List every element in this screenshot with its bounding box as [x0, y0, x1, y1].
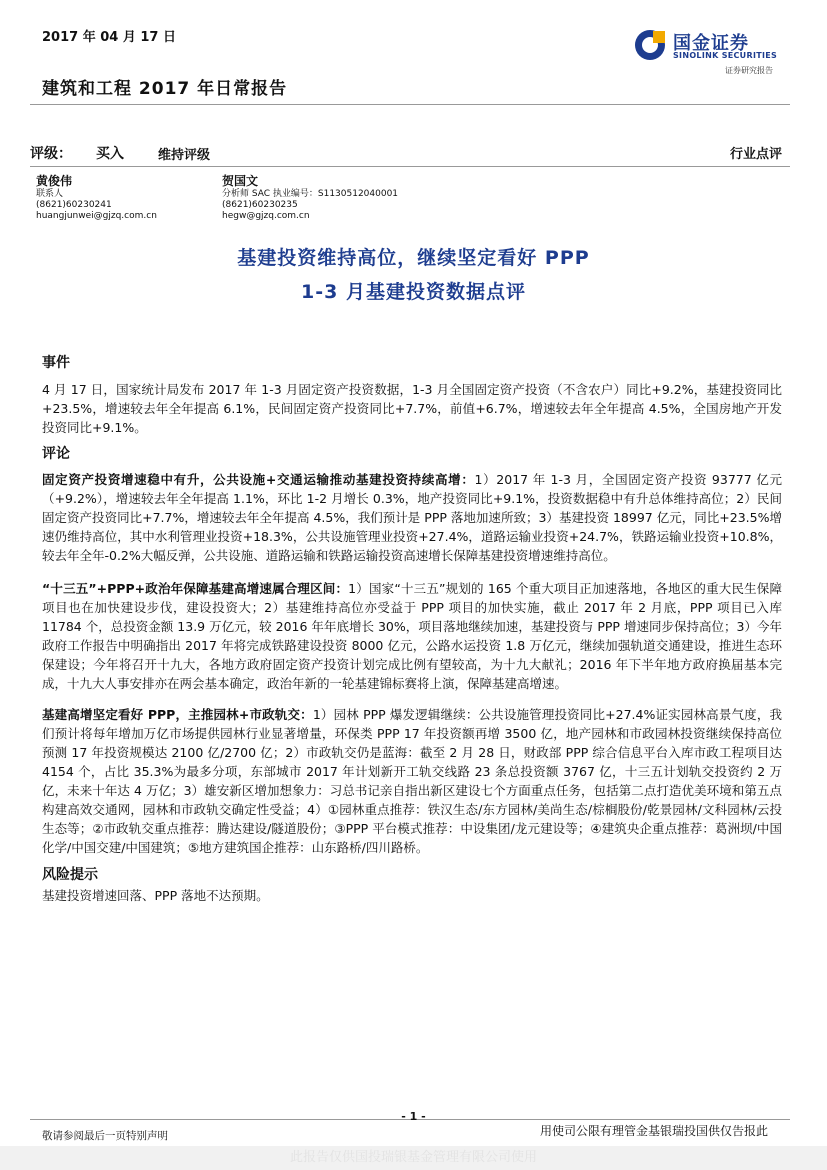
company-logo: [633, 26, 793, 78]
comment-heading: 评论: [42, 446, 70, 462]
analyst-role: 分析师 SAC 执业编号：S1130512040001: [222, 189, 399, 199]
watermark: 此报告仅供国投瑞银基金管理有限公司使用: [0, 1146, 827, 1170]
report-subtitle: 1-3 月基建投资数据点评: [301, 281, 526, 303]
logo-text-en: SINOLINK SECURITIES: [673, 51, 778, 60]
footer-disclaimer: 敬请参阅最后一页特别声明: [42, 1130, 168, 1142]
rating-row: [30, 143, 790, 163]
event-paragraph: 4 月 17 日，国家统计局发布 2017 年 1-3 月固定资产投资数据，1-3 月全国固定资产投资（不含农户）同比+9.2%，基建投资同比+23.5%，增速较去年全年提高 6.1%，民间固定资产投资同比+7.7%，前值+6.7%，增速较去年全年提高 4.5%，全国房地产开发投资同比+9.1%。: [42, 382, 782, 435]
analyst-card: [36, 174, 157, 222]
analyst-role: 联系人: [36, 189, 64, 199]
risk-heading: 风险提示: [42, 867, 98, 883]
analyst-name: 黄俊伟: [36, 174, 73, 188]
report-type-title: 建筑和工程 2017 年日常报告: [42, 79, 288, 99]
footer-note: 用使司公限有理管金基银瑞投国供仅告报此: [540, 1124, 769, 1138]
paragraph-lead: 基建高增坚定看好 PPP，主推园林+市政轨交：: [42, 707, 313, 722]
rating-value: 买入: [96, 146, 124, 162]
sinolink-logo-icon: [633, 28, 667, 62]
comment-paragraph-1: [42, 470, 782, 565]
comment-paragraph-2: [42, 579, 782, 693]
page-number: - 1 -: [401, 1110, 426, 1123]
report-category: 行业点评: [729, 147, 782, 162]
header-divider: [30, 104, 790, 105]
report-date: 2017 年 04 月 17 日: [42, 30, 176, 45]
analyst-email[interactable]: hegw@gjzq.com.cn: [222, 211, 310, 221]
rating-label: 评级：: [30, 146, 72, 162]
analyst-phone: (8621)60230241: [36, 200, 112, 210]
analyst-phone: (8621)60230235: [222, 200, 298, 210]
paragraph-lead: 固定资产投资增速稳中有升，公共设施+交通运输推动基建投资持续高增：: [42, 472, 475, 487]
report-title: 基建投资维持高位，继续坚定看好 PPP: [237, 247, 590, 269]
event-heading: 事件: [42, 355, 70, 371]
paragraph-body: 1）园林 PPP 爆发逻辑继续：公共设施管理投资同比+27.4%证实园林高景气度，我们预计将每年增加万亿市场提供园林行业显著增量，环保类 PPP 17 年投资额再增 3500 亿，地产园林和市政园林投资继续保持高位预测 17 年投资规模达 2100 亿/2700 亿；2）市政轨交仍是蓝海：截至 2 月 28 日，财政部 PPP 综合信息平台入库市政工程项目达 4154 个，占比 35.3%为最多分项，东部城市 2017 年计划新开工轨交线路 23 条总投资额 3767 亿，十三五计划轨交投资约 2 万亿，未来十年达 4 万亿；3）雄安新区增加想象力：习总书记亲自指出新区建设七个方面重点任务，包括第二点打造优美环境和第五点构建高效交通网，园林和市政轨交确定性受益；4）①园林重点推荐：铁汉生态/东方园林/美尚生态/棕榈股份/乾景园林/文科园林/云投生态等；②市政轨交重点推荐：腾达建设/隧道股份；③PPP 平台模式推荐：中设集团/龙元建设等；④建筑央企重点推荐：葛洲坝/中国化学/中国交建/中国建筑；⑤地方建筑国企推荐：山东路桥/四川路桥。: [42, 707, 783, 855]
logo-text-cn: 国金证券: [673, 33, 749, 54]
paragraph-lead: “十三五”+PPP+政治年保障基建高增速属合理区间：: [42, 581, 349, 596]
risk-paragraph: 基建投资增速回落、PPP 落地不达预期。: [42, 888, 269, 903]
analyst-name: 贺国文: [222, 174, 259, 188]
paragraph-body: 1）2017 年 1-3 月，全国固定资产投资 93777 亿元（+9.2%），增速较去年全年提高 1.1%，环比 1-2 月增长 0.3%，地产投资同比+9.1%，投资数据稳中有升总体维持高位；2）民间固定资产投资同比+7.7%，增速较去年全年提高 4.5%，我们预计是 PPP 落地加速所致；3）基建投资 18997 亿元，同比+23.5%增速仍维持高位，其中水利管理业投资+18.3%，公共设施管理业投资+27.4%，道路运输业投资+24.7%，铁路运输业投资+10.8%，较去年全年-0.2%大幅反弹，公共设施、道路运输和铁路运输投资高速增长保障基建投资增速维持高位。: [42, 472, 782, 563]
analyst-email[interactable]: huangjunwei@gjzq.com.cn: [36, 211, 157, 221]
analyst-card: [222, 174, 398, 222]
comment-paragraph-3: [42, 705, 782, 857]
paragraph-body: 1）国家“十三五”规划的 165 个重大项目正加速落地，各地区的重大民生保障项目也在加快建设步伐，建设投资大；2）基建维持高位亦受益于 PPP 项目的加快实施，截止 2017 年 2 月底，PPP 项目已入库 11784 个，总投资金额 13.9 万亿元，较 2016 年年底增长 30%，项目落地继续加速，基建投资与 PPP 增速同步保持高位；3）今年政府工作报告中明确指出 2017 年将完成铁路建设投资 8000 亿元，公路水运投资 1.8 万亿元，继续加强轨道交通建设，推进生态环保建设；今年将召开十九大，各地方政府固定资产投资计划完成比例有望较高，为十九大献礼；2016 年下半年地方政府换届基本完成，十九大人事安排亦在两会基本确定，政治年新的一轮基建锦标赛将上演，保障基建高增速。: [42, 581, 782, 691]
logo-subtitle: 证券研究报告: [725, 66, 773, 75]
rating-maintain: 维持评级: [158, 148, 211, 163]
rating-divider: [30, 166, 790, 167]
